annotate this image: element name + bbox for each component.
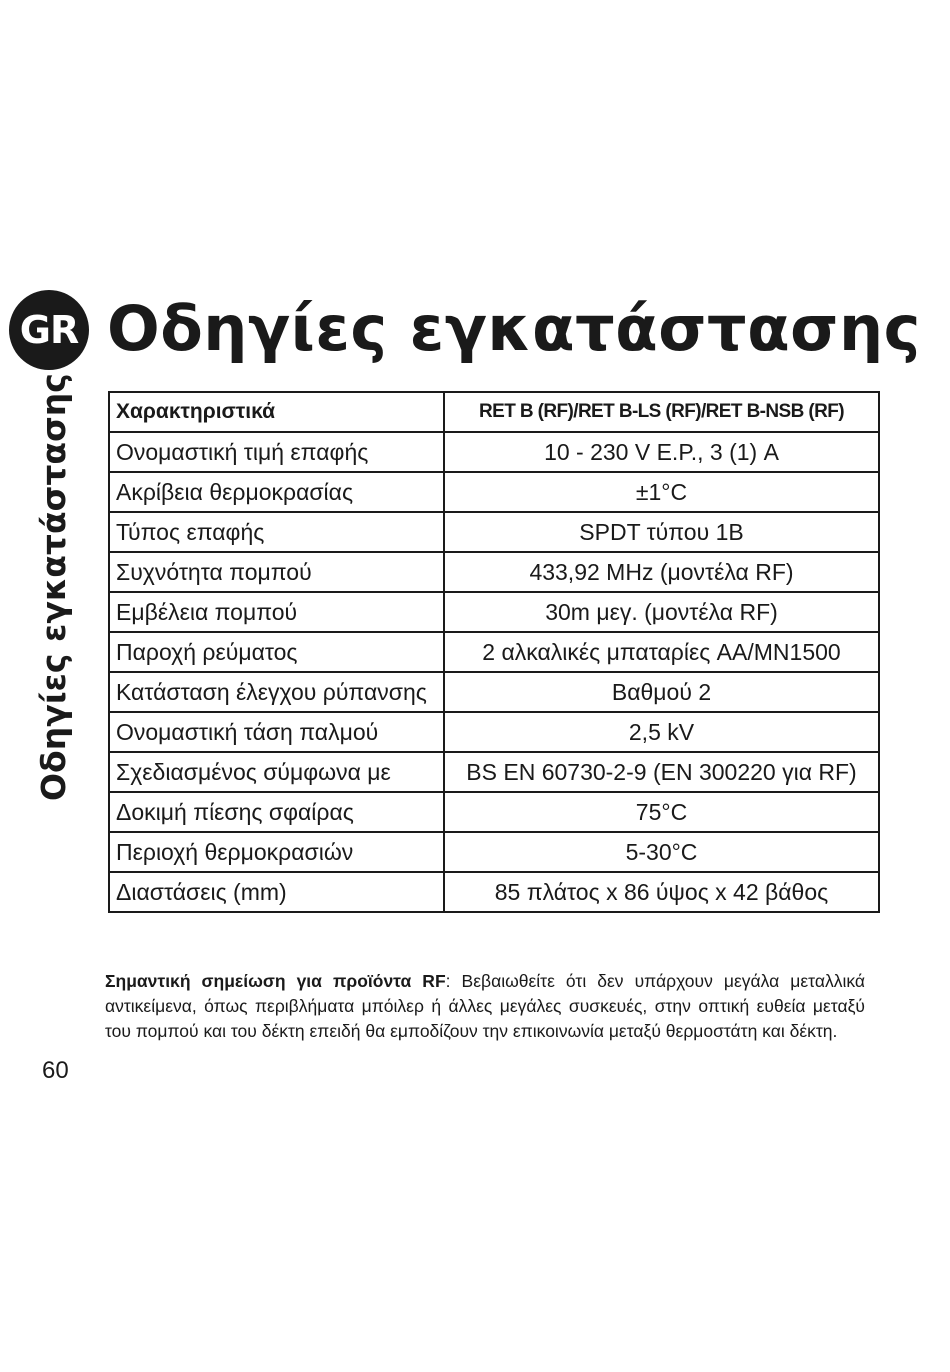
table-row xyxy=(109,672,879,712)
table-row xyxy=(109,872,879,912)
table-row xyxy=(109,712,879,752)
page-title: Οδηγίες εγκατάστασης xyxy=(107,292,921,365)
table-row xyxy=(109,752,879,792)
row-value: 433,92 MHz (μοντέλα RF) xyxy=(444,552,879,592)
table-header-row xyxy=(109,392,879,432)
row-label: Συχνότητα πομπού xyxy=(109,552,444,592)
table-row xyxy=(109,512,879,552)
row-label: Περιοχή θερμοκρασιών xyxy=(109,832,444,872)
page-number: 60 xyxy=(42,1057,69,1084)
table-row xyxy=(109,592,879,632)
table-row xyxy=(109,552,879,592)
row-label: Σχεδιασμένος σύμφωνα με xyxy=(109,752,444,792)
row-value: 2,5 kV xyxy=(444,712,879,752)
row-value: Βαθμού 2 xyxy=(444,672,879,712)
specifications-table xyxy=(108,391,880,913)
row-value: 5-30°C xyxy=(444,832,879,872)
row-label: Παροχή ρεύματος xyxy=(109,632,444,672)
rf-important-note xyxy=(105,969,865,1044)
row-value: 10 - 230 V Ε.Ρ., 3 (1) A xyxy=(444,432,879,472)
row-label: Δοκιμή πίεσης σφαίρας xyxy=(109,792,444,832)
header-label-cell: Χαρακτηριστικά xyxy=(109,392,444,432)
row-value: 2 αλκαλικές μπαταρίες AA/MN1500 xyxy=(444,632,879,672)
note-heading: Σημαντική σημείωση για προϊόντα RF xyxy=(105,971,446,991)
row-label: Ακρίβεια θερμοκρασίας xyxy=(109,472,444,512)
row-label: Εμβέλεια πομπού xyxy=(109,592,444,632)
table-row xyxy=(109,632,879,672)
table-row xyxy=(109,432,879,472)
header-value-cell: RET B (RF)/RET B-LS (RF)/RET B-NSB (RF) xyxy=(444,392,879,432)
side-section-title: Οδηγίες εγκατάστασης xyxy=(34,373,73,801)
row-value: ±1°C xyxy=(444,472,879,512)
language-badge: GR xyxy=(9,290,89,370)
row-value: BS EN 60730-2-9 (EN 300220 για RF) xyxy=(444,752,879,792)
note-text: : Βεβαιωθείτε ότι δεν υπάρχουν μεγάλα μεταλλικά αντικείμενα, όπως περιβλήματα μπόιλερ ή άλλες μεγάλες συσκευές, στην οπτική ευθεία μεταξύ του πομπού και του δέκτη επειδή θα εμποδίζουν την επικοινωνία μεταξύ θερμοστάτη και δέκτη. xyxy=(105,971,865,1041)
row-value: 75°C xyxy=(444,792,879,832)
row-label: Διαστάσεις (mm) xyxy=(109,872,444,912)
row-value: SPDT τύπου 1B xyxy=(444,512,879,552)
row-label: Κατάσταση έλεγχου ρύπανσης xyxy=(109,672,444,712)
table-row xyxy=(109,832,879,872)
row-label: Τύπος επαφής xyxy=(109,512,444,552)
row-label: Ονομαστική τάση παλμού xyxy=(109,712,444,752)
table-row xyxy=(109,472,879,512)
row-label: Ονομαστική τιμή επαφής xyxy=(109,432,444,472)
table-row xyxy=(109,792,879,832)
row-value: 30m μεγ. (μοντέλα RF) xyxy=(444,592,879,632)
row-value: 85 πλάτος x 86 ύψος x 42 βάθος xyxy=(444,872,879,912)
